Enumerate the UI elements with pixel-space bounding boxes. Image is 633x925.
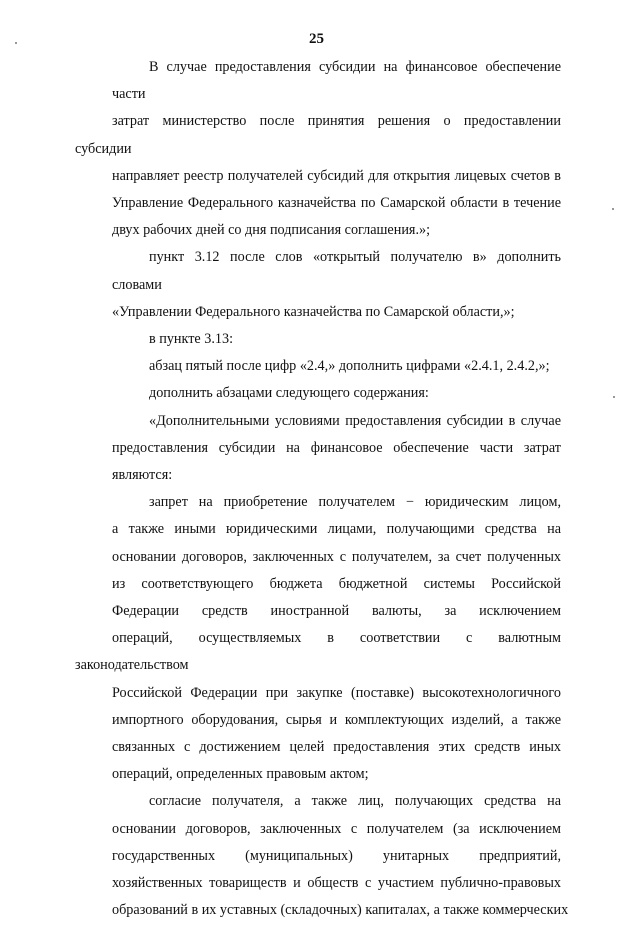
paragraph — [75, 408, 561, 490]
text-line: «Управлении Федерального казначейства по Самарской области,»; — [112, 303, 515, 320]
text-line: Управление Федерального казначейства по Самарской области в течение — [112, 195, 561, 212]
text-line: в пункте 3.13: — [149, 331, 234, 348]
text-line: пункт 3.12 после слов «открытый получателю в» дополнить словами — [112, 249, 561, 293]
paragraph — [75, 380, 561, 407]
text-line: абзац пятый после цифр «2.4,» дополнить цифрами «2.4.1, 2.4.2,»; — [149, 358, 550, 375]
text-line: согласие получателя, а также лиц, получающих средства на — [149, 793, 561, 810]
text-line: запрет на приобретение получателем − юридическим лицом, — [149, 494, 561, 511]
text-line: направляет реестр получателей субсидий для открытия лицевых счетов в — [112, 167, 561, 184]
text-line: предоставления субсидии на финансовое обеспечение части затрат — [112, 439, 561, 456]
text-line: хозяйственных товариществ и обществ с участием публично-правовых — [112, 875, 561, 892]
text-line: образований в их уставных (складочных) капиталах, а также коммерческих — [112, 902, 569, 919]
text-line: операций, определенных правовым актом; — [112, 766, 369, 783]
text-line: из соответствующего бюджета бюджетной системы Российской — [112, 575, 561, 592]
scan-speck — [613, 396, 615, 398]
text-line: основании договоров, заключенных с получателем, за счет полученных — [112, 548, 561, 565]
text-line: операций, осуществляемых в соответствии с валютным законодательством — [75, 630, 561, 674]
scan-speck — [612, 208, 614, 210]
text-line: связанных с достижением целей предоставления этих средств иных — [112, 739, 561, 756]
text-line: а также иными юридическими лицами, получающими средства на — [112, 521, 561, 538]
text-line: двух рабочих дней со дня подписания соглашения.»; — [112, 222, 431, 239]
text-line: затрат министерство после принятия решения о предоставлении субсидии — [75, 113, 561, 157]
paragraph — [75, 489, 561, 788]
text-line: импортного оборудования, сырья и комплектующих изделий, а также — [112, 711, 561, 728]
text-line: Федерации средств иностранной валюты, за исключением — [112, 603, 561, 620]
text-line: государственных (муниципальных) унитарных предприятий, — [112, 847, 561, 864]
paragraph — [75, 54, 561, 244]
paragraph — [75, 244, 561, 326]
text-line: В случае предоставления субсидии на финансовое обеспечение части — [112, 59, 561, 103]
text-line: дополнить абзацами следующего содержания: — [149, 385, 429, 402]
text-line: основании договоров, заключенных с получателем (за исключением — [112, 820, 561, 837]
page-number: 25 — [309, 31, 324, 47]
paragraph — [75, 353, 561, 380]
text-line: Российской Федерации при закупке (поставке) высокотехнологичного — [112, 684, 561, 701]
text-line: «Дополнительными условиями предоставления субсидии в случае — [149, 412, 561, 429]
paragraph — [75, 788, 569, 924]
paragraph — [75, 326, 561, 353]
text-line: являются: — [112, 467, 173, 484]
document-body — [75, 54, 569, 925]
